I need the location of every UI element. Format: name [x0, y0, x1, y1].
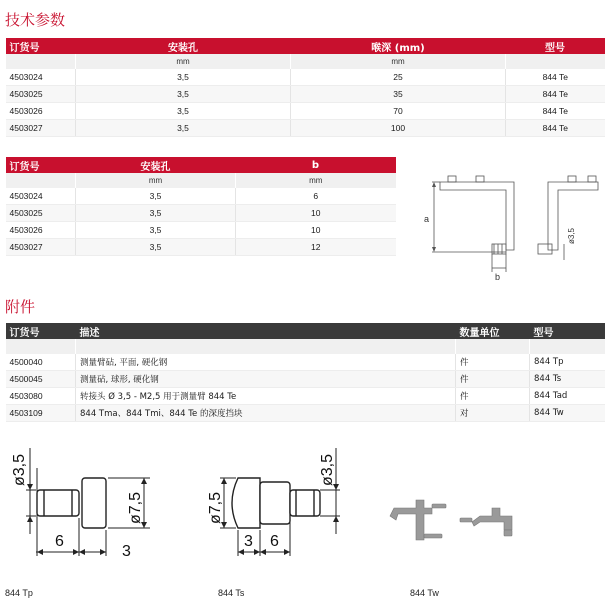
unit-cell — [6, 173, 76, 188]
cell-b: 10 — [236, 205, 396, 222]
table-row — [6, 239, 396, 256]
tp-dim-d2: ø7,5 — [127, 491, 144, 524]
caption-844-ts: 844 Ts — [218, 588, 245, 598]
table-row — [6, 371, 605, 388]
col-header-description: 描述 — [76, 323, 456, 339]
table-row — [6, 388, 605, 405]
col-header-model: 型号 — [506, 38, 605, 54]
col-header-order-no: 订货号 — [6, 38, 76, 54]
cell-mount-hole: 3,5 — [76, 188, 236, 205]
cell-order-no: 4500045 — [6, 371, 76, 388]
table-row — [6, 354, 605, 371]
dim-label-hole: ø3,5 — [567, 227, 576, 244]
table-row — [6, 86, 605, 103]
col-header-mount-hole: 安装孔 — [76, 157, 236, 173]
table-row — [6, 69, 605, 86]
cell-model: 844 Te — [506, 86, 605, 103]
unit-cell — [76, 339, 456, 354]
caption-844-tp: 844 Tp — [5, 588, 33, 598]
table-row — [6, 222, 396, 239]
unit-cell: mm — [291, 54, 506, 69]
dim-label-a: a — [424, 214, 430, 224]
cell-unit: 对 — [456, 405, 530, 422]
cell-order-no: 4500040 — [6, 354, 76, 371]
table-row — [6, 103, 605, 120]
dim-label-b: b — [495, 272, 501, 280]
caption-844-tw: 844 Tw — [410, 588, 439, 598]
cell-order-no: 4503027 — [6, 239, 76, 256]
tp-dim-l2: 3 — [122, 543, 131, 560]
cell-model: 844 Te — [506, 120, 605, 137]
cell-description: 转接头 Ø 3,5 - M2,5 用于测量臂 844 Te — [76, 388, 456, 405]
unit-cell — [530, 339, 605, 354]
cell-mount-hole: 3,5 — [76, 239, 236, 256]
ts-dim-l2: 6 — [270, 533, 279, 550]
cell-throat-depth: 25 — [291, 69, 506, 86]
col-header-mount-hole: 安装孔 — [76, 38, 291, 54]
cell-model: 844 Te — [506, 69, 605, 86]
cell-order-no: 4503080 — [6, 388, 76, 405]
cell-order-no: 4503026 — [6, 222, 76, 239]
cell-mount-hole: 3,5 — [76, 103, 291, 120]
cell-order-no: 4503025 — [6, 205, 76, 222]
cell-model: 844 Ts — [530, 371, 605, 388]
tp-dim-l1: 6 — [55, 533, 64, 550]
table-row — [6, 405, 605, 422]
tp-anvil-drawing — [0, 438, 160, 578]
unit-cell — [456, 339, 530, 354]
cell-unit: 件 — [456, 371, 530, 388]
ts-dim-d2: ø3,5 — [319, 453, 336, 486]
cell-model: 844 Tad — [530, 388, 605, 405]
unit-cell: mm — [76, 173, 236, 188]
col-header-order-no: 订货号 — [6, 157, 76, 173]
cell-order-no: 4503024 — [6, 188, 76, 205]
cell-throat-depth: 70 — [291, 103, 506, 120]
cell-order-no: 4503024 — [6, 69, 76, 86]
ts-anvil-drawing — [190, 438, 360, 578]
cell-mount-hole: 3,5 — [76, 69, 291, 86]
cell-unit: 件 — [456, 354, 530, 371]
table-row — [6, 205, 396, 222]
cell-b: 6 — [236, 188, 396, 205]
col-header-throat-depth: 喉深 (mm) — [291, 38, 506, 54]
cell-mount-hole: 3,5 — [76, 120, 291, 137]
cell-model: 844 Te — [506, 103, 605, 120]
accessories-table — [5, 323, 605, 422]
cell-b: 12 — [236, 239, 396, 256]
cell-b: 10 — [236, 222, 396, 239]
cell-order-no: 4503109 — [6, 405, 76, 422]
unit-cell: mm — [76, 54, 291, 69]
specs-table-main — [5, 38, 605, 137]
unit-cell — [506, 54, 605, 69]
cell-model: 844 Tw — [530, 405, 605, 422]
specs-table-b — [5, 157, 396, 256]
cell-order-no: 4503025 — [6, 86, 76, 103]
ts-dim-d1: ø7,5 — [207, 491, 224, 524]
cell-description: 测量砧, 球形, 硬化钢 — [76, 371, 456, 388]
cell-mount-hole: 3,5 — [76, 205, 236, 222]
col-header-b: b — [236, 157, 396, 173]
col-header-model: 型号 — [530, 323, 605, 339]
section-title-specs: 技术参数 — [5, 11, 66, 29]
cell-mount-hole: 3,5 — [76, 86, 291, 103]
col-header-order-no: 订货号 — [6, 323, 76, 339]
unit-cell: mm — [236, 173, 396, 188]
cell-description: 测量臂砧, 平面, 硬化钢 — [76, 354, 456, 371]
cell-throat-depth: 100 — [291, 120, 506, 137]
unit-cell — [6, 339, 76, 354]
tw-depth-stop-drawing — [380, 490, 530, 560]
cell-order-no: 4503027 — [6, 120, 76, 137]
unit-cell — [6, 54, 76, 69]
col-header-unit: 数量单位 — [456, 323, 530, 339]
ts-dim-l1: 3 — [244, 533, 253, 550]
measuring-arm-diagram — [418, 168, 608, 280]
table-row — [6, 120, 605, 137]
cell-throat-depth: 35 — [291, 86, 506, 103]
tp-dim-d1: ø3,5 — [11, 453, 28, 486]
cell-order-no: 4503026 — [6, 103, 76, 120]
cell-mount-hole: 3,5 — [76, 222, 236, 239]
cell-description: 844 Tma、844 Tmi、844 Te 的深度挡块 — [76, 405, 456, 422]
cell-unit: 件 — [456, 388, 530, 405]
table-row — [6, 188, 396, 205]
cell-model: 844 Tp — [530, 354, 605, 371]
section-title-accessories: 附件 — [5, 298, 36, 316]
